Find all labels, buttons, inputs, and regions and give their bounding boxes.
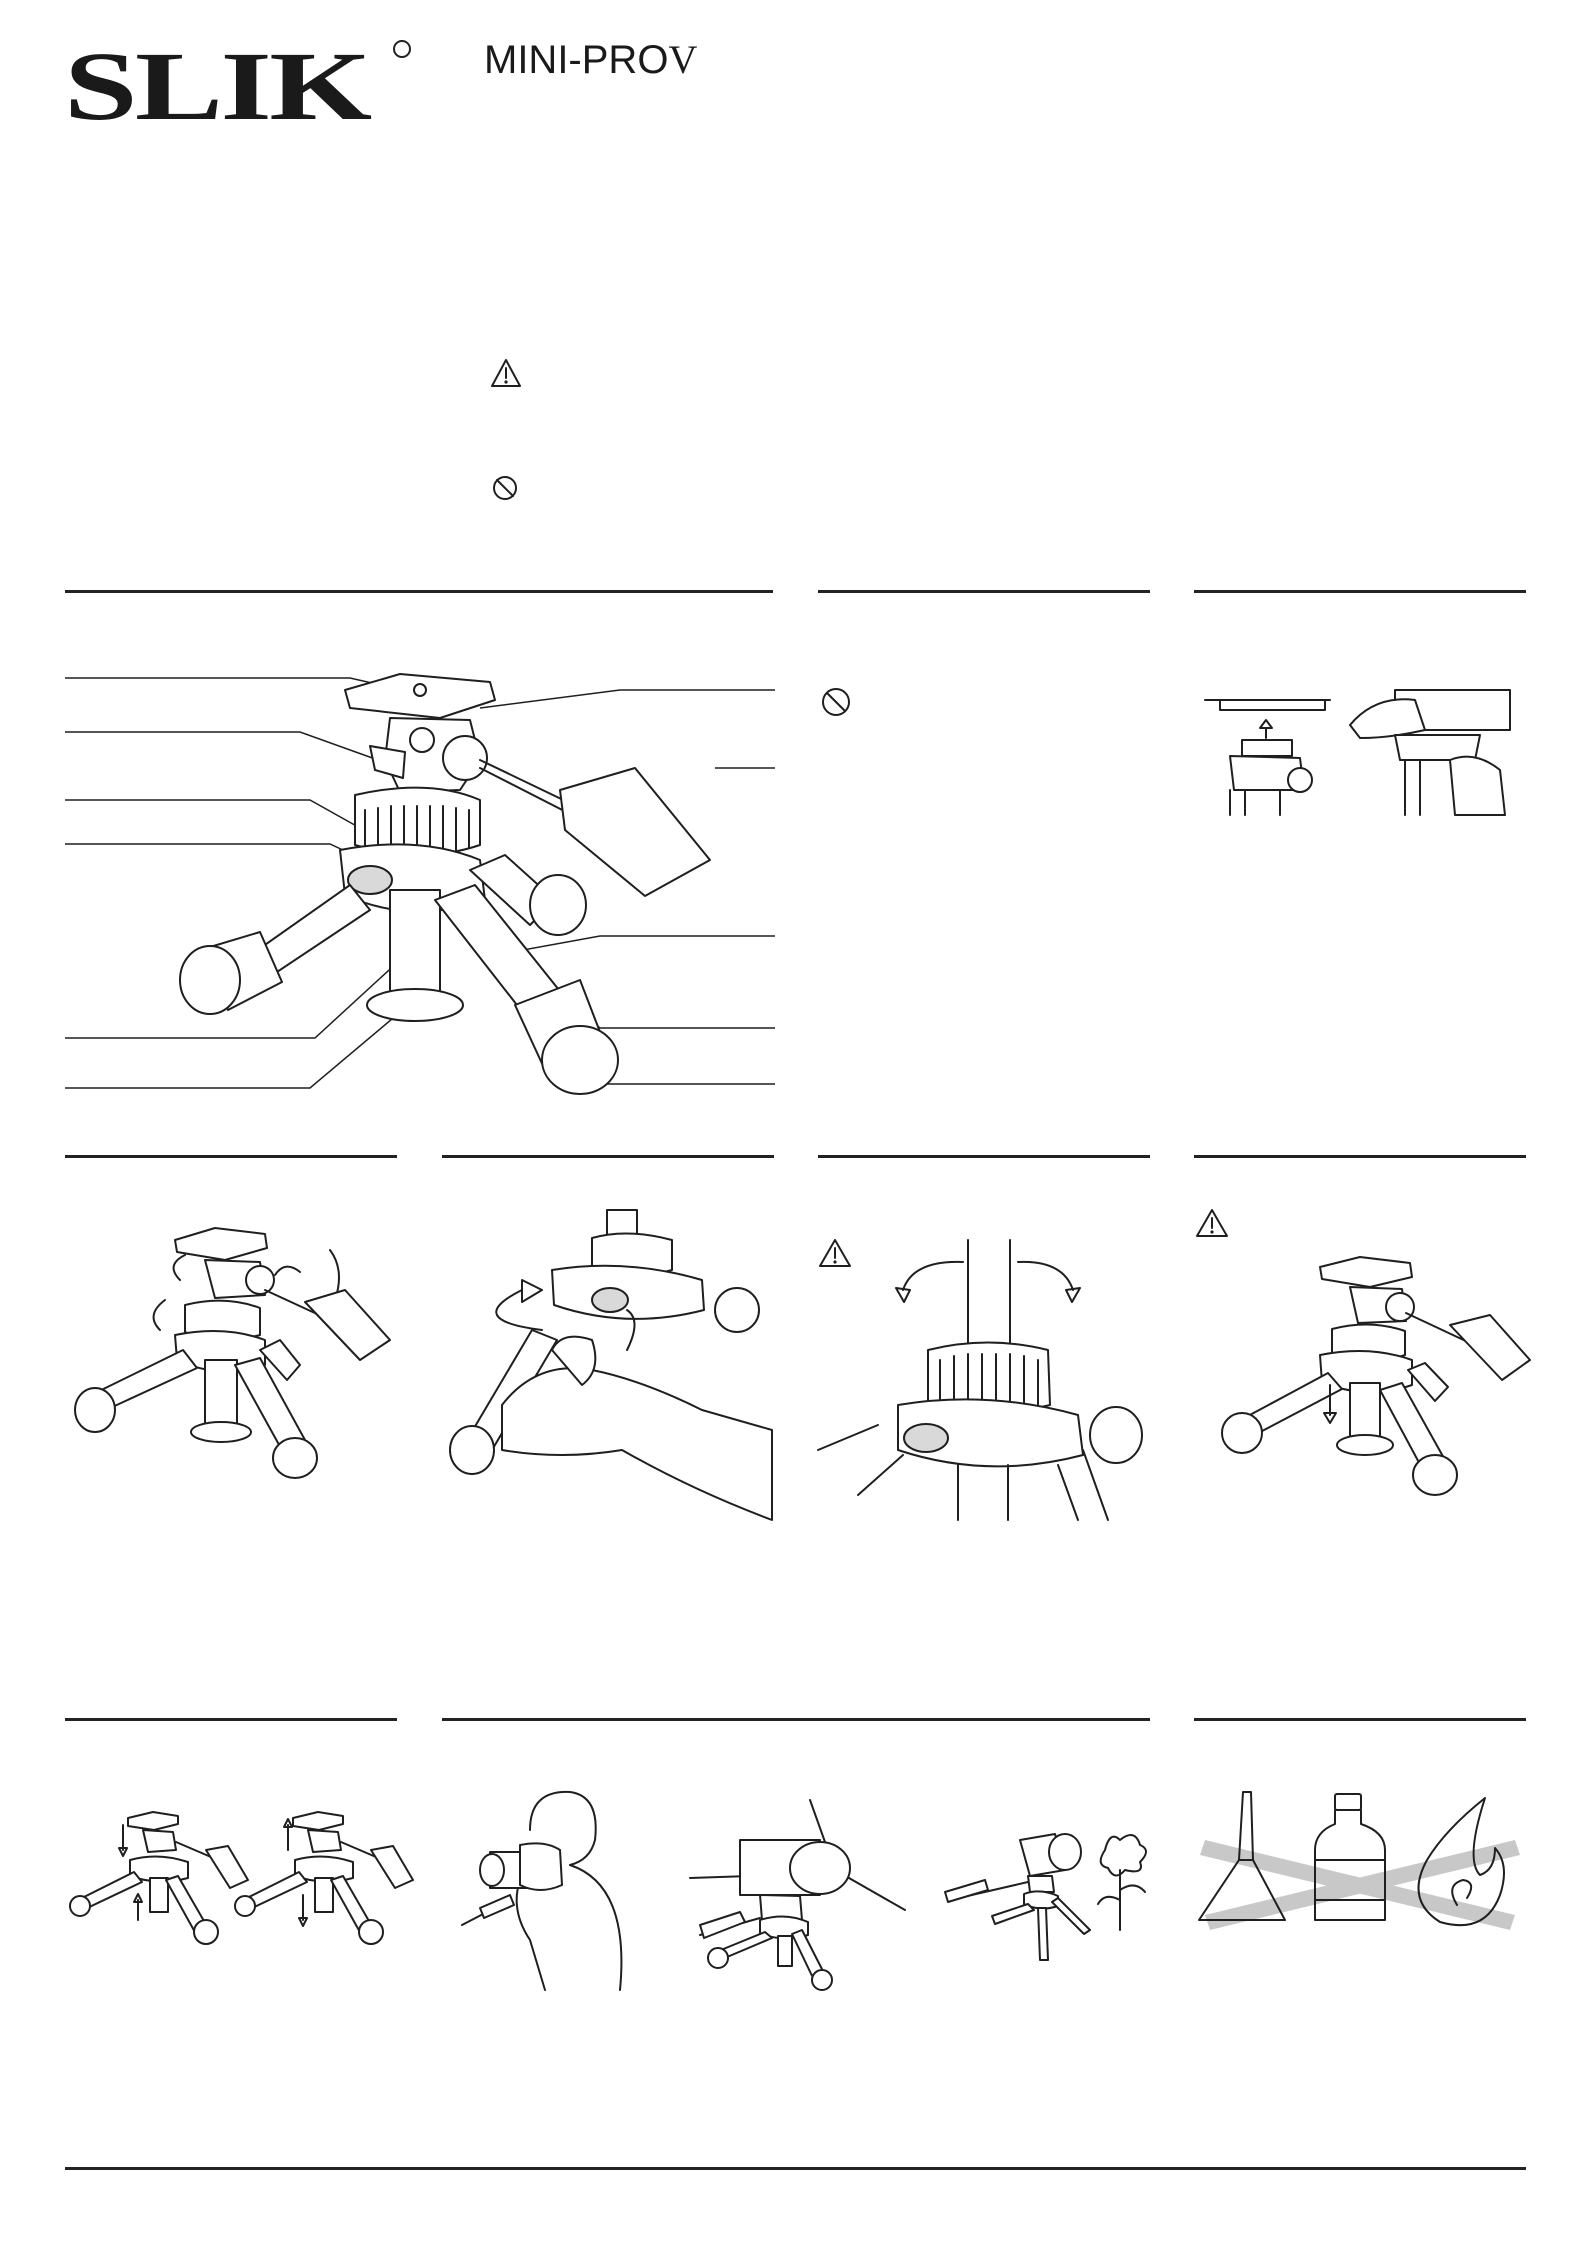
- section-rule-legs: [442, 1155, 774, 1158]
- usage-macro-illustration: [940, 1820, 1150, 1980]
- prohibition-circle-icon: [820, 686, 852, 718]
- leg-angle-illustration: [442, 1210, 774, 1520]
- section-rule-head: [65, 1155, 397, 1158]
- collar-rotation-illustration: [818, 1240, 1150, 1520]
- usage-handheld-illustration: [450, 1790, 640, 1990]
- footer-rule: [65, 2167, 1526, 2170]
- section-rule-maintenance: [1194, 1718, 1526, 1721]
- height-adjust-illustration: [68, 1810, 398, 1950]
- registered-mark-icon: [393, 40, 411, 58]
- usage-chest-pod-illustration: [690, 1800, 910, 1990]
- product-name: MINI-PRO: [484, 38, 669, 82]
- brand-logo: SLIK: [64, 33, 370, 141]
- prohibition-circle-icon: [491, 474, 519, 502]
- warning-triangle-icon: [818, 1238, 852, 1268]
- warning-triangle-icon: [1195, 1208, 1229, 1238]
- section-rule-column: [1194, 1155, 1526, 1158]
- no-oil-solvent-fire-illustration: [1195, 1790, 1525, 1930]
- section-rule-usage: [442, 1718, 1150, 1721]
- product-title: [484, 37, 698, 82]
- warning-triangle-icon: [490, 358, 522, 388]
- product-version: V: [668, 37, 698, 82]
- center-column-illustration: [1220, 1255, 1520, 1495]
- camera-mounting-illustration: [1200, 680, 1520, 820]
- tripod-parts-diagram: [60, 660, 780, 1100]
- section-rule-collar: [818, 1155, 1150, 1158]
- head-movement-illustration: [65, 1220, 395, 1480]
- section-rule-parts: [65, 590, 773, 593]
- section-rule-mounting: [1194, 590, 1526, 593]
- section-rule-height: [65, 1718, 397, 1721]
- section-rule-caution: [818, 590, 1150, 593]
